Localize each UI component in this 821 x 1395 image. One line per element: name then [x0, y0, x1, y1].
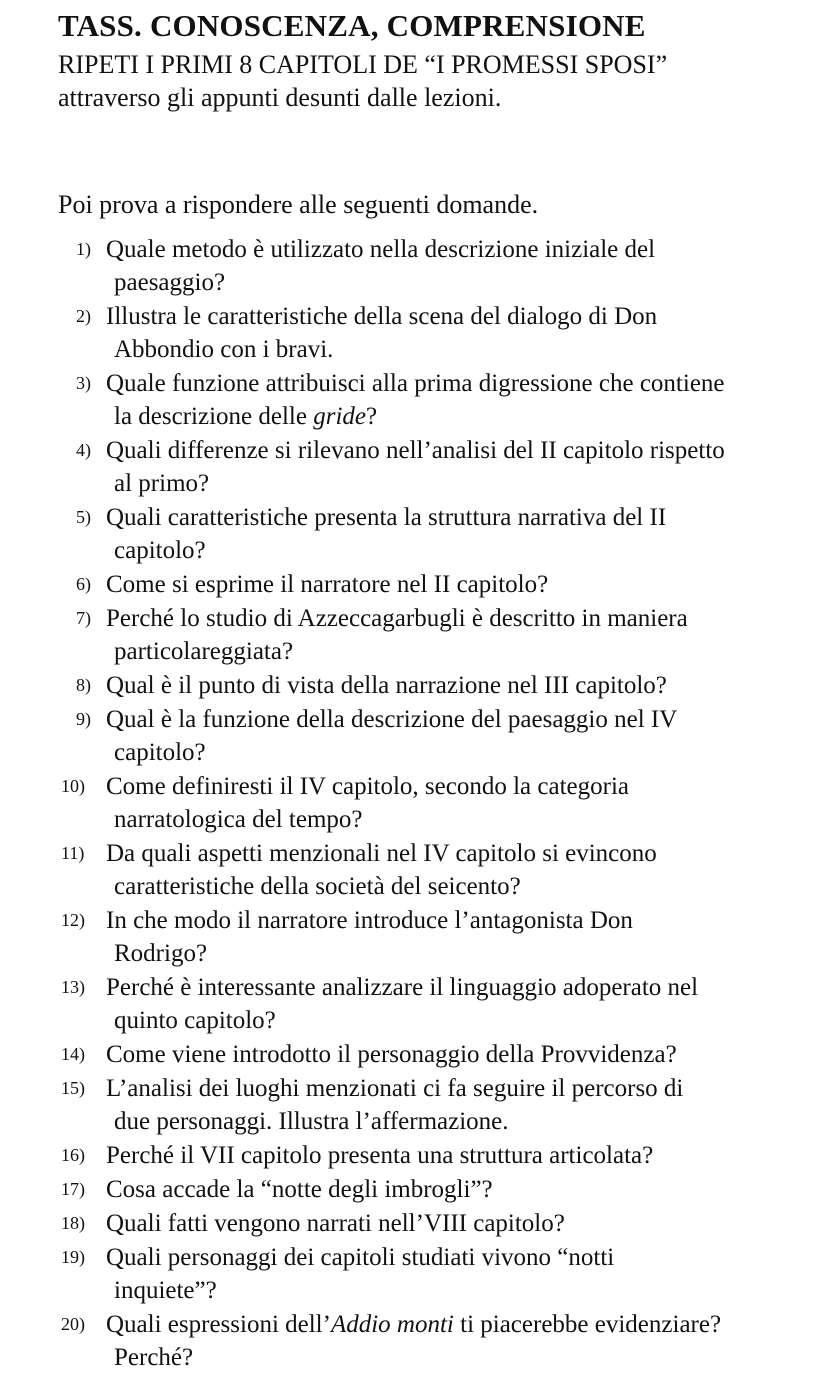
question-number: 19): [61, 1247, 85, 1267]
question-number: 13): [61, 977, 85, 997]
assignment-instruction-continued: attraverso gli appunti desunti dalle lezioni.: [58, 83, 502, 112]
question-item: [58, 434, 818, 500]
question-text: Quali personaggi dei capitoli studiati vivono “notti: [106, 1244, 615, 1271]
question-text: Illustra le caratteristiche della scena del dialogo di Don: [106, 303, 658, 330]
question-item: [58, 1038, 818, 1071]
question-text-part: Quali espressioni dell’: [106, 1311, 331, 1338]
question-number: 7): [76, 608, 91, 628]
question-item: [58, 233, 818, 299]
question-text-continued: [114, 400, 818, 433]
question-text-continued: capitolo?: [114, 537, 206, 564]
question-number: 8): [76, 675, 91, 695]
question-text-continued: narratologica del tempo?: [114, 806, 363, 833]
question-item: [58, 1173, 818, 1206]
question-item: [58, 1308, 818, 1374]
question-number: 10): [61, 776, 85, 796]
question-text-part: ?: [366, 403, 378, 430]
question-text: In che modo il narratore introduce l’antagonista Don: [106, 907, 633, 934]
question-number: 9): [76, 709, 91, 729]
question-text: Come viene introdotto il personaggio della Provvidenza?: [106, 1041, 677, 1068]
question-text: Da quali aspetti menzionali nel IV capitolo si evincono: [106, 840, 657, 867]
document-page: [58, 8, 818, 1375]
question-number: 14): [61, 1044, 85, 1064]
question-text: Quale funzione attribuisci alla prima digressione che contiene: [106, 370, 725, 397]
question-text: Perché è interessante analizzare il linguaggio adoperato nel: [106, 974, 699, 1001]
question-number: 3): [76, 373, 91, 393]
question-text: Quali differenze si rilevano nell’analisi del II capitolo rispetto: [106, 437, 725, 464]
question-text-continued: paesaggio?: [114, 269, 226, 296]
question-item: [58, 703, 818, 769]
question-number: 12): [61, 910, 85, 930]
question-item: [58, 501, 818, 567]
question-number: 5): [76, 507, 91, 527]
question-number: 18): [61, 1213, 85, 1233]
question-number: 11): [61, 843, 85, 863]
question-text: Qual è la funzione della descrizione del paesaggio nel IV: [106, 706, 678, 733]
question-text-continued: capitolo?: [114, 739, 206, 766]
question-text: Quali fatti vengono narrati nell’VIII capitolo?: [106, 1210, 565, 1237]
question-text-italic: gride: [313, 403, 366, 430]
question-number: 6): [76, 574, 91, 594]
question-item: [58, 300, 818, 366]
question-text-continued: Perché?: [114, 1344, 194, 1371]
document-title: TASS. CONOSCENZA, COMPRENSIONE: [58, 8, 646, 43]
question-item: [58, 669, 818, 702]
question-text: [106, 1308, 818, 1341]
question-item: [58, 904, 818, 970]
question-text-continued: Abbondio con i bravi.: [114, 336, 334, 363]
question-number: 15): [61, 1078, 85, 1098]
question-number: 16): [61, 1145, 85, 1165]
question-item: [58, 1207, 818, 1240]
question-item: [58, 770, 818, 836]
question-text: Come si esprime il narratore nel II capitolo?: [106, 571, 549, 598]
question-item: [58, 1072, 818, 1138]
question-text: Quale metodo è utilizzato nella descrizione iniziale del: [106, 236, 656, 263]
question-text-continued: al primo?: [114, 470, 210, 497]
question-text: Perché lo studio di Azzeccagarbugli è descritto in maniera: [106, 605, 688, 632]
question-item: [58, 602, 818, 668]
question-text-continued: caratteristiche della società del seicento?: [114, 873, 521, 900]
question-text: Come definiresti il IV capitolo, secondo la categoria: [106, 773, 629, 800]
question-item: [58, 367, 818, 433]
question-text-continued: inquiete”?: [114, 1277, 217, 1304]
question-number: 20): [61, 1314, 85, 1334]
question-text-continued: Rodrigo?: [114, 940, 208, 967]
question-number: 2): [76, 306, 91, 326]
question-list: [58, 233, 818, 1374]
questions-intro: Poi prova a rispondere alle seguenti domande.: [58, 190, 539, 219]
question-text: Qual è il punto di vista della narrazione nel III capitolo?: [106, 672, 667, 699]
question-text: Perché il VII capitolo presenta una struttura articolata?: [106, 1142, 654, 1169]
question-text-italic: Addio monti: [330, 1311, 454, 1338]
question-text-part: la descrizione delle: [114, 403, 314, 430]
question-item: [58, 837, 818, 903]
question-item: [58, 971, 818, 1037]
question-item: [58, 1139, 818, 1172]
question-text: Quali caratteristiche presenta la struttura narrativa del II: [106, 504, 667, 531]
question-text: L’analisi dei luoghi menzionati ci fa seguire il percorso di: [106, 1075, 684, 1102]
question-item: [58, 1241, 818, 1307]
question-item: [58, 568, 818, 601]
question-text: Cosa accade la “notte degli imbrogli”?: [106, 1176, 493, 1203]
question-text-continued: particolareggiata?: [114, 638, 294, 665]
question-text-part: ti piacerebbe evidenziare?: [453, 1311, 722, 1338]
question-number: 4): [76, 440, 91, 460]
assignment-instruction: RIPETI I PRIMI 8 CAPITOLI DE “I PROMESSI SPOSI”: [58, 50, 668, 79]
question-text-continued: quinto capitolo?: [114, 1007, 276, 1034]
question-number: 17): [61, 1179, 85, 1199]
question-text-continued: due personaggi. Illustra l’affermazione.: [114, 1108, 509, 1135]
question-number: 1): [76, 239, 91, 259]
